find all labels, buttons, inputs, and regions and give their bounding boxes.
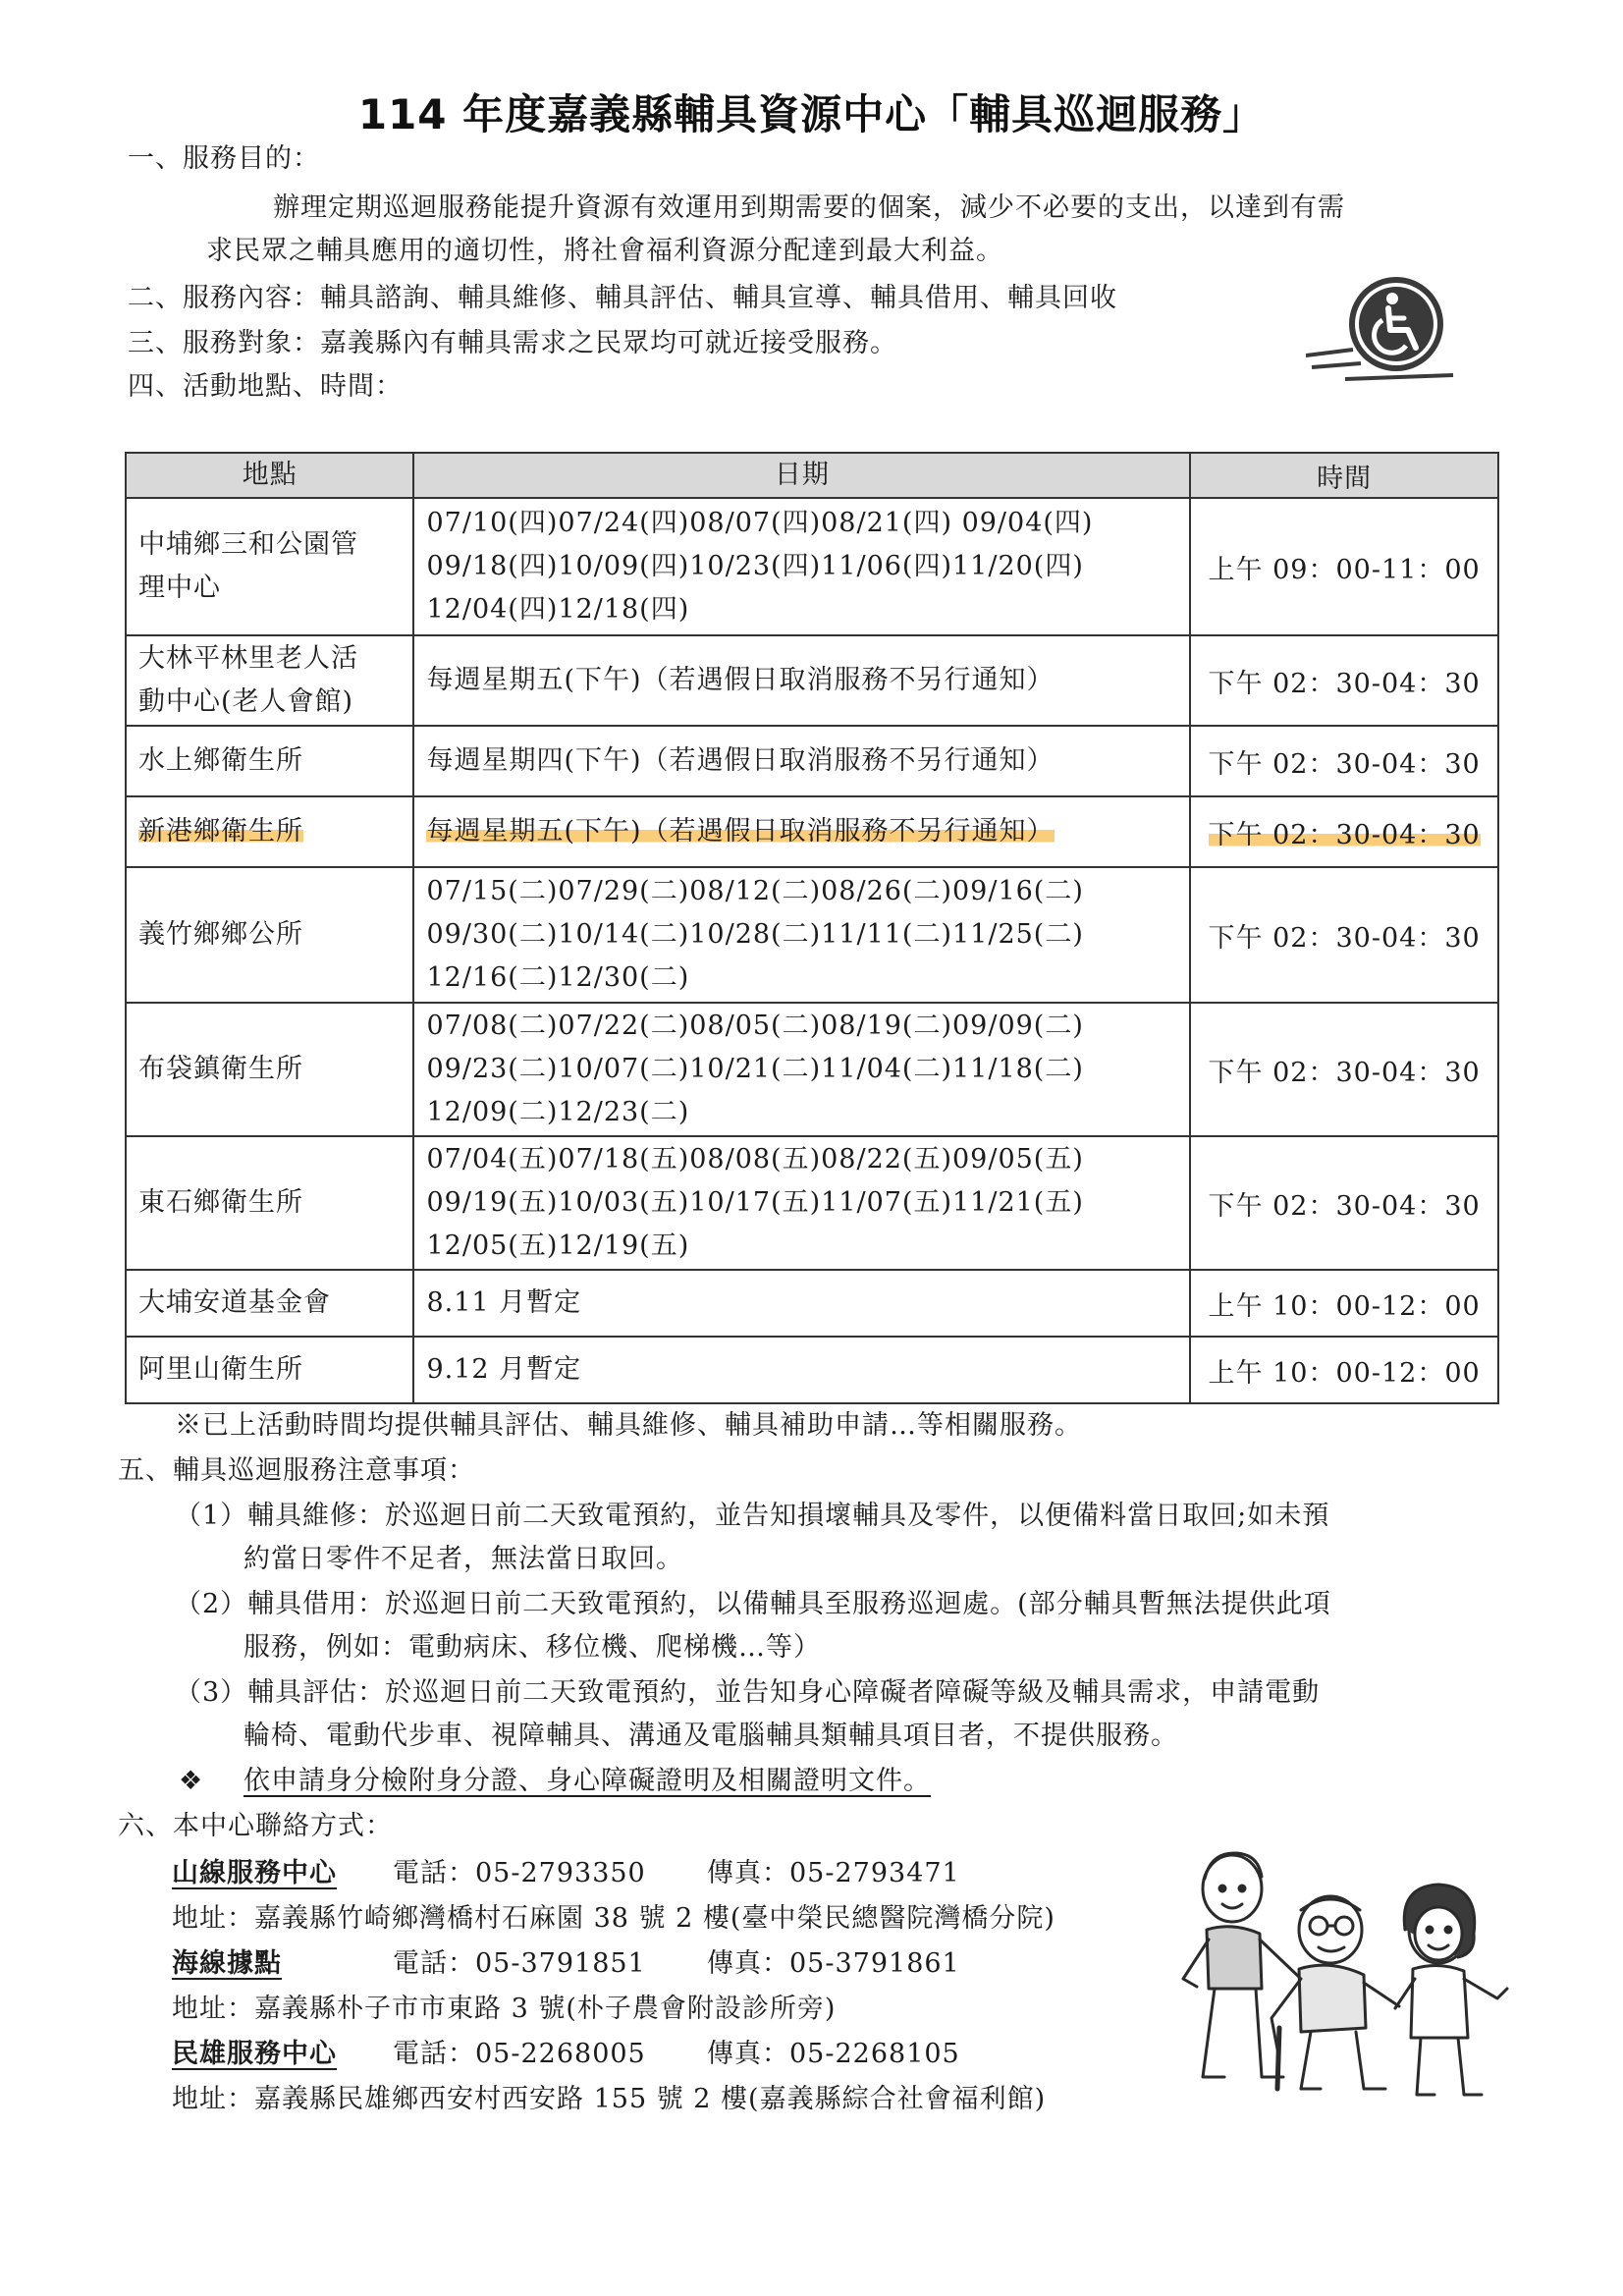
bullet-symbol: ❖ <box>179 1766 204 1796</box>
table-row <box>126 1337 1498 1403</box>
section5-item3-line2: 輪椅、電動代步車、視障輔具、溝通及電腦輔具類輔具項目者，不提供服務。 <box>243 1721 1178 1751</box>
contact-address-coast: 地址：嘉義縣朴子市市東路 3 號(朴子農會附設診所旁) <box>172 1994 837 2024</box>
contact-fax-mountain: 傳真：05-2793471 <box>707 1858 960 1888</box>
time-cell: 下午 02：30-04：30 <box>1190 867 1498 1003</box>
schedule-table <box>125 452 1499 1404</box>
wheelchair-accessibility-icon <box>1306 265 1473 393</box>
time-cell: 下午 02：30-04：30 <box>1190 726 1498 796</box>
location-cell: 大埔安道基金會 <box>126 1270 413 1337</box>
date-cell: 07/15(二)07/29(二)08/12(二)08/26(二)09/16(二) 09/30(二)10/14(二)10/28(二)11/11(二)11/25(二) 12/16(二)12/30(二) <box>413 867 1190 1003</box>
header-time: 時間 <box>1190 453 1498 498</box>
location-cell: 東石鄉衛生所 <box>126 1136 413 1270</box>
table-row <box>126 867 1498 1003</box>
section4-heading: 四、活動地點、時間： <box>128 371 403 402</box>
contact-name-minxiong: 民雄服務中心 <box>172 2039 337 2069</box>
contact-address-minxiong: 地址：嘉義縣民雄鄉西安村西安路 155 號 2 樓(嘉義縣綜合社會福利館) <box>172 2084 1047 2114</box>
location-cell: 阿里山衛生所 <box>126 1337 413 1403</box>
header-date: 日期 <box>413 453 1190 498</box>
section1-line1: 辦理定期巡迴服務能提升資源有效運用到期需要的個案，減少不必要的支出，以達到有需 <box>273 192 1345 223</box>
location-cell: 水上鄉衛生所 <box>126 726 413 796</box>
time-cell: 上午 10：00-12：00 <box>1190 1337 1498 1403</box>
section5-heading: 五、輔具巡迴服務注意事項： <box>118 1455 475 1486</box>
section3-target: 三、服務對象：嘉義縣內有輔具需求之民眾均可就近接受服務。 <box>128 328 897 358</box>
section1-line2: 求民眾之輔具應用的適切性，將社會福利資源分配達到最大利益。 <box>206 236 1003 266</box>
date-cell: 07/04(五)07/18(五)08/08(五)08/22(五)09/05(五) 09/19(五)10/03(五)10/17(五)11/07(五)11/21(五) 12/05(五)12/19(五) <box>413 1136 1190 1270</box>
date-cell: 每週星期四(下午)（若遇假日取消服務不另行通知） <box>413 726 1190 796</box>
date-cell: 8.11 月暫定 <box>413 1270 1190 1337</box>
table-row-highlighted <box>126 796 1498 867</box>
section5-item3-line1: （3）輔具評估：於巡迴日前二天致電預約，並告知身心障礙者障礙等級及輔具需求，申請電動 <box>175 1677 1321 1708</box>
section1-heading: 一、服務目的： <box>128 143 320 174</box>
contact-phone-coast: 電話：05-3791851 <box>393 1948 646 1979</box>
table-note: ※已上活動時間均提供輔具評估、輔具維修、輔具補助申請…等相關服務。 <box>175 1410 1082 1441</box>
header-location: 地點 <box>126 453 413 498</box>
time-cell: 下午 02：30-04：30 <box>1190 1003 1498 1136</box>
section5-item1-line2: 約當日零件不足者，無法當日取回。 <box>243 1544 683 1574</box>
location-cell: 大林平林里老人活 動中心(老人會館) <box>126 635 413 726</box>
date-cell: 07/08(二)07/22(二)08/05(二)08/19(二)09/09(二) 09/23(二)10/07(二)10/21(二)11/04(二)11/18(二) 12/09(二)12/23(二) <box>413 1003 1190 1136</box>
contact-name-mountain: 山線服務中心 <box>172 1858 337 1888</box>
date-cell: 每週星期五(下午)（若遇假日取消服務不另行通知） <box>413 635 1190 726</box>
time-cell: 下午 02：30-04：30 <box>1190 635 1498 726</box>
contact-name-coast: 海線據點 <box>172 1948 282 1979</box>
section6-heading: 六、本中心聯絡方式： <box>118 1811 393 1841</box>
section5-item2-line1: （2）輔具借用：於巡迴日前二天致電預約，以備輔具至服務巡迴處。(部分輔具暫無法提供此項 <box>175 1589 1331 1619</box>
time-cell: 下午 02：30-04：30 <box>1190 1136 1498 1270</box>
contact-phone-minxiong: 電話：05-2268005 <box>393 2039 646 2069</box>
date-cell: 07/10(四)07/24(四)08/07(四)08/21(四) 09/04(四) 09/18(四)10/09(四)10/23(四)11/06(四)11/20(四) 12/04(四)12/18(四) <box>413 498 1190 635</box>
date-cell: 每週星期五(下午)（若遇假日取消服務不另行通知） <box>413 796 1190 867</box>
location-cell: 中埔鄉三和公園管 理中心 <box>126 498 413 635</box>
three-people-walking-illustration <box>1163 1831 1517 2116</box>
table-row <box>126 498 1498 635</box>
section5-bullet-text: 依申請身分檢附身分證、身心障礙證明及相關證明文件。 <box>243 1766 931 1796</box>
location-cell: 布袋鎮衛生所 <box>126 1003 413 1136</box>
document-title: 114 年度嘉義縣輔具資源中心「輔具巡迴服務」 <box>357 90 1266 138</box>
table-row <box>126 1270 1498 1337</box>
table-row <box>126 635 1498 726</box>
time-cell: 上午 09：00-11：00 <box>1190 498 1498 635</box>
time-cell: 下午 02：30-04：30 <box>1190 796 1498 867</box>
contact-fax-coast: 傳真：05-3791861 <box>707 1948 960 1979</box>
table-row <box>126 1136 1498 1270</box>
table-row <box>126 726 1498 796</box>
time-cell: 上午 10：00-12：00 <box>1190 1270 1498 1337</box>
location-cell: 義竹鄉鄉公所 <box>126 867 413 1003</box>
section5-item2-line2: 服務，例如：電動病床、移位機、爬梯機…等） <box>243 1632 821 1663</box>
contact-fax-minxiong: 傳真：05-2268105 <box>707 2039 960 2069</box>
date-cell: 9.12 月暫定 <box>413 1337 1190 1403</box>
table-header-row <box>126 453 1498 498</box>
section5-item1-line1: （1）輔具維修：於巡迴日前二天致電預約，並告知損壞輔具及零件，以便備料當日取回;如未預 <box>175 1501 1330 1531</box>
contact-address-mountain: 地址：嘉義縣竹崎鄉灣橋村石麻園 38 號 2 樓(臺中榮民總醫院灣橋分院) <box>172 1903 1055 1934</box>
section2-content: 二、服務內容：輔具諮詢、輔具維修、輔具評估、輔具宣導、輔具借用、輔具回收 <box>128 283 1117 313</box>
contact-phone-mountain: 電話：05-2793350 <box>393 1858 646 1888</box>
table-row <box>126 1003 1498 1136</box>
location-cell: 新港鄉衛生所 <box>126 796 413 867</box>
